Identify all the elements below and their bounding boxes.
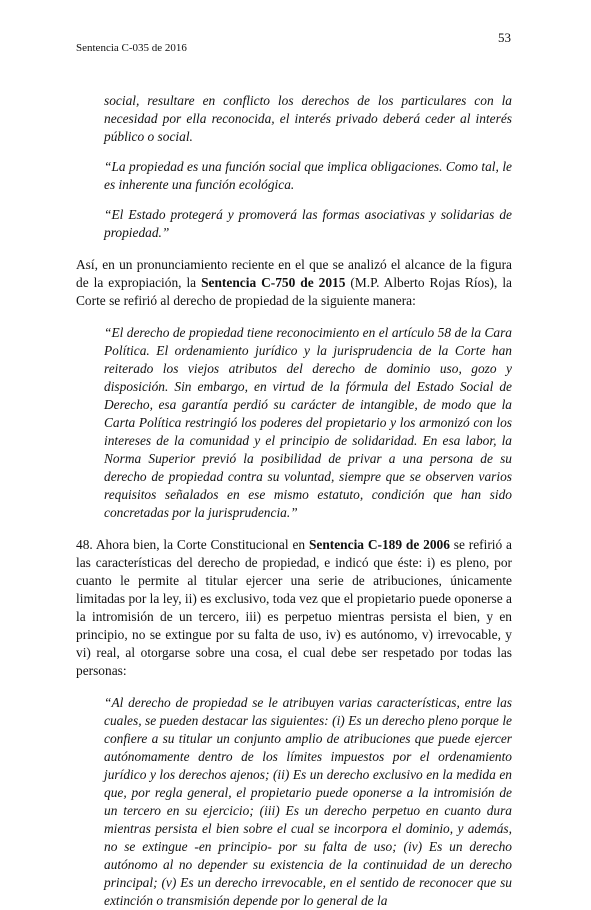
paragraph-text: 48. Ahora bien, la Corte Constitucional en (76, 537, 309, 552)
quote-block: “Al derecho de propiedad se le atribuyen varias características, entre las cuales, se pueden destacar las siguientes: (i) Es un derecho pleno porque le confiere a su titular un conjunto amplio de atribuciones que puede ejercer autónomamente dentro de los límites impuestos por el ordenamiento jurídico y los derechos ajenos; (ii) Es un derecho exclusivo en la medida en que, por regla general, el propietario puede oponerse a la intromisión de un tercero en su ejercicio; (iii) Es un derecho perpetuo en cuanto dura mientras persista el bien sobre el cual se incorpora el dominio, y además, no se extingue -en principio- por su falta de uso; (iv) Es un derecho autónomo al no depender su existencia de la continuidad de un derecho principal; (v) Es un derecho irrevocable, en el sentido de reconocer que su extinción o transmisión depende por lo general de la (104, 695, 512, 908)
running-header: Sentencia C-035 de 2016 (76, 42, 187, 54)
page-number: 53 (498, 30, 511, 45)
paragraph-text: (M.P. Alberto Rojas Ríos), la Corte se refirió al derecho de propiedad de la siguiente manera: (76, 275, 512, 308)
document-body (76, 92, 512, 910)
quote-block: social, resultare en conflicto los derechos de los particulares con la necesidad por ella reconocida, el interés privado deberá ceder al interés público o social. (104, 93, 512, 144)
quote-block: “El derecho de propiedad tiene reconocimiento en el artículo 58 de la Cara Política. El ordenamiento jurídico y la jurisprudencia de la Corte han reiterado los viejos atributos del derecho de dominio uso, gozo y disposición. Sin embargo, en virtud de la fórmula del Estado Social de Derecho, esa garantía perdió su carácter de intangible, de modo que la Carta Política restringió los poderes del propietario y los armonizó con los intereses de la comunidad y el principio de solidaridad. En esa labor, la Norma Superior previó la posibilidad de privar a una persona de su derecho de propiedad contra su voluntad, siempre que se observen varios requisitos señalados en ese mismo estatuto, condición que han sido concretadas por la jurisprudencia.” (104, 325, 512, 520)
body-paragraph (76, 536, 512, 680)
body-paragraph (76, 256, 512, 310)
paragraph-text: Así, en un pronunciamiento reciente en el que se analizó el alcance de la figura de la expropiación, la (76, 257, 512, 290)
quote-block: “La propiedad es una función social que implica obligaciones. Como tal, le es inherente una función ecológica. (104, 159, 512, 192)
paragraph-text: se refirió a las características del derecho de propiedad, e indicó que éste: i) es pleno, por cuanto le permite al titular ejercer una serie de atribuciones, únicamente limitadas por la ley, ii) es exclusivo, toda vez que el propietario puede oponerse a la intromisión de un tercero, iii) es perpetuo mientras persista el bien, y en principio, no se extingue por su falta de uso, iv) es autónomo, v) irrevocable, y vi) real, al otorgarse sobre una cosa, el cual debe ser respetado por todas las personas: (76, 537, 512, 678)
case-citation: Sentencia C-750 de 2015 (201, 275, 346, 290)
case-citation: Sentencia C-189 de 2006 (308, 537, 450, 552)
quote-block: “El Estado protegerá y promoverá las formas asociativas y solidarias de propiedad.” (104, 207, 512, 240)
